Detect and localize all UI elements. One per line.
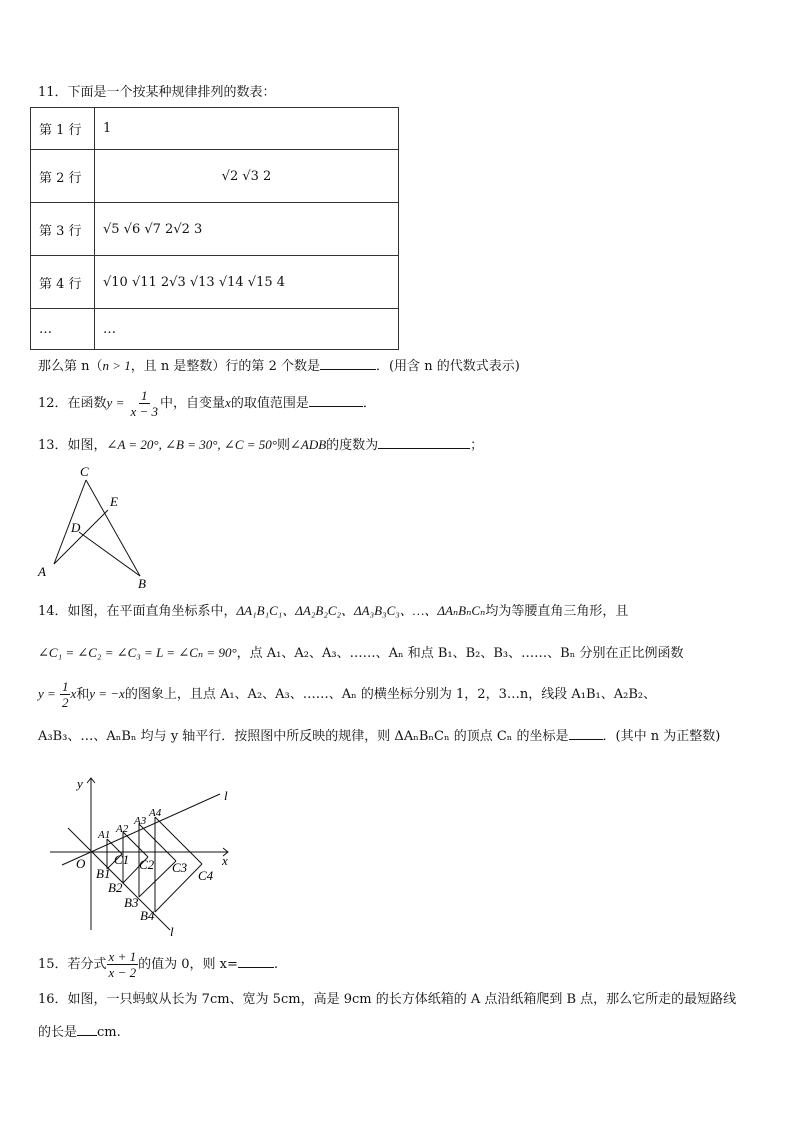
q16-line2 [38, 1023, 121, 1042]
q13-text-d: ； [470, 438, 484, 453]
row-content: … [95, 309, 399, 350]
q12-text-b: 中，自变量 [160, 396, 226, 411]
label-E: E [110, 494, 118, 509]
fraction-numerator: x + 1 [108, 949, 137, 964]
q14-line2 [38, 644, 683, 663]
row-label: 第 4 行 [31, 256, 95, 309]
row-content: √5 √6 √7 2√2 3 [95, 203, 399, 256]
q12-text-a: 12．在函数 [38, 396, 107, 411]
q14-text: A₃B₃、…、AₙBₙ 均与 y 轴平行．按照图中所反映的规律，则 ΔAₙBₙCₙ 的顶点 Cₙ 的坐标是 [38, 729, 569, 744]
q11-condition: n > 1 [102, 358, 131, 373]
row-content: 1 [95, 108, 399, 150]
label-C4: C4 [198, 868, 214, 883]
q14-text: 的图象上，且点 A₁、A₂、A₃、……、Aₙ 的横坐标分别为 1，2，3…n，线段 A₁B₁、A₂B₂、 [124, 687, 657, 702]
table-row [31, 256, 399, 309]
q15-text-c: . [273, 957, 278, 972]
answer-blank[interactable] [309, 394, 363, 407]
q13 [38, 436, 483, 455]
q14-text: 和 [76, 687, 90, 702]
label-O: O [76, 856, 86, 871]
q16-line1: 16．如图，一只蚂蚁从长为 7cm、宽为 5cm，高是 9cm 的长方体纸箱的 A 点沿纸箱爬到 B 点，那么它所走的最短路线 [38, 992, 737, 1007]
row-label: … [31, 309, 95, 350]
q16-text-a: 的长是 [38, 1025, 78, 1040]
q14-fraction [60, 679, 71, 710]
answer-blank[interactable] [77, 1023, 97, 1036]
label-y: y [77, 776, 83, 791]
row-label: 第 1 行 [31, 108, 95, 150]
table-row [31, 108, 399, 150]
number-table [30, 107, 399, 350]
label-l-top: l [224, 788, 228, 803]
answer-blank[interactable] [569, 727, 603, 740]
label-C3: C3 [172, 860, 188, 875]
label-A4: A4 [149, 807, 162, 819]
q14-func1-var: x [70, 686, 77, 701]
row-label: 第 2 行 [31, 150, 95, 203]
label-l-bottom: l [170, 924, 174, 939]
answer-blank[interactable] [320, 357, 376, 370]
label-B4: B4 [140, 908, 155, 923]
row-label: 第 3 行 [31, 203, 95, 256]
label-C2: C2 [139, 857, 155, 872]
q12-var: x [225, 395, 231, 410]
q13-text-a: 13．如图， [38, 438, 107, 453]
q14-text: ．(其中 n 为正整数) [602, 729, 721, 744]
label-B: B [138, 576, 146, 590]
fraction-denominator: x − 2 [108, 965, 137, 980]
coordinate-figure [40, 770, 240, 940]
q12-text-d: ． [362, 396, 376, 411]
label-B1: B1 [96, 866, 111, 881]
label-C1: C1 [114, 852, 130, 867]
row-content: √2 √3 2 [95, 150, 399, 203]
q13-text-b: 则 [276, 438, 290, 453]
q13-angles: ∠A = 20°, ∠B = 30°, ∠C = 50° [106, 437, 277, 452]
q14-angles: ∠C₁ = ∠C₂ = ∠C₃ = L = ∠Cₙ = 90° [38, 645, 237, 660]
fraction-denominator: x − 3 [130, 404, 159, 419]
q15-fraction [107, 949, 139, 980]
answer-blank[interactable] [238, 955, 274, 968]
q12-func: y = [106, 395, 125, 410]
q11-text-a: 那么第 n（ [38, 359, 103, 374]
table-row [31, 309, 399, 350]
q13-target: ∠ADB [289, 437, 327, 452]
q13-text-c: 的度数为 [326, 438, 379, 453]
q14-func1: y = [38, 686, 56, 701]
label-x: x [222, 853, 228, 868]
label-B3: B3 [124, 895, 139, 910]
label-A: A [38, 564, 46, 579]
q12-text-c: 的取值范围是 [230, 396, 309, 411]
q11-intro: 11．下面是一个按某种规律排列的数表： [38, 85, 276, 100]
fraction-denominator: 2 [61, 695, 69, 710]
table-row [31, 203, 399, 256]
q14-func2: y = −x [89, 686, 125, 701]
q14-line4 [38, 727, 720, 746]
q11-text-c: ．(用含 n 的代数式表示) [375, 359, 520, 374]
label-A3: A3 [134, 815, 147, 827]
q11-question [38, 357, 520, 376]
q12 [38, 386, 376, 421]
label-A2: A2 [116, 823, 129, 835]
q15 [38, 948, 278, 982]
q12-fraction [128, 388, 160, 419]
q11-text-b: ，且 n 是整数）行的第 2 个数是 [130, 359, 320, 374]
triangle-figure [30, 460, 160, 590]
label-B2: B2 [108, 880, 123, 895]
label-C: C [80, 464, 89, 479]
q14-line3 [38, 677, 656, 712]
q15-text-b: 的值为 0，则 x= [138, 957, 238, 972]
row-content: √10 √11 2√3 √13 √14 √15 4 [95, 256, 399, 309]
q14-text: 14．如图，在平面直角坐标系中， [38, 604, 237, 619]
label-D: D [71, 520, 81, 535]
q15-text-a: 15．若分式 [38, 957, 107, 972]
fraction-numerator: 1 [61, 679, 69, 694]
q14-text: ，点 A₁、A₂、A₃、……、Aₙ 和点 B₁、B₂、B₃、……、Bₙ 分别在正比例函数 [236, 646, 684, 661]
answer-blank[interactable] [378, 436, 470, 449]
table-row [31, 150, 399, 203]
label-A1: A1 [98, 829, 111, 841]
q14-triangles: ΔA₁B₁C₁、ΔA₂B₂C₂、ΔA₃B₃C₃、…、ΔAₙBₙCₙ [236, 603, 486, 618]
q16-text-b: cm. [97, 1025, 121, 1040]
q14-text: 均为等腰直角三角形，且 [485, 604, 629, 619]
q14-line1 [38, 602, 628, 621]
fraction-numerator: 1 [141, 388, 148, 403]
